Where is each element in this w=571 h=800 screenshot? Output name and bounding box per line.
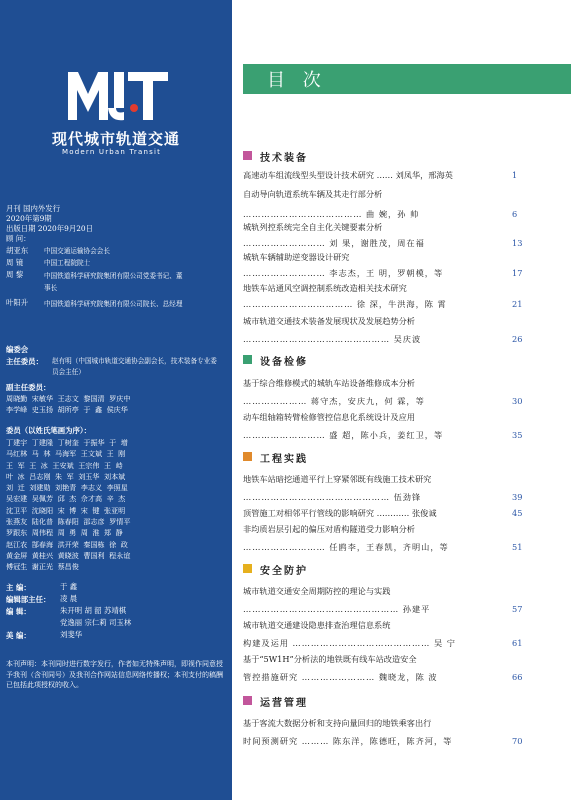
logo-chinese-name: 现代城市轨道交通	[52, 130, 181, 148]
toc-title: 目 次	[267, 70, 327, 91]
advisor-name: 胡亚东	[6, 246, 29, 255]
toc-entry[interactable]: 动车组轴箱转臂检修管控信息化系统设计及应用	[243, 412, 415, 422]
toc-page-number[interactable]: 26	[512, 334, 523, 344]
section-marker-icon	[243, 564, 252, 573]
toc-entry[interactable]: 基于客流大数据分析和支持向量回归的地铁乘客出行	[243, 718, 432, 728]
toc-entry-authors: 管控措施研究 …………………… 魏晓龙，陈 波	[243, 672, 438, 682]
advisor-title: 中国铁道科学研究院集团有限公司党委书记、董事长	[44, 272, 183, 292]
staff-names: 凌 晨	[60, 594, 78, 603]
toc-page-number[interactable]: 17	[512, 268, 523, 278]
staff-label: 美 编：	[6, 631, 31, 640]
toc-page-number[interactable]: 35	[512, 430, 523, 440]
section-title: 运营管理	[260, 698, 308, 709]
toc-entry-authors: ………………………………………… 吴庆波	[243, 334, 422, 344]
toc-entry[interactable]: 地铁车站暗挖通道平行上穿紧邻既有线施工技术研究	[243, 474, 432, 484]
toc-entry[interactable]: 顶管施工对相邻平行管线的影响研究 ………… 张俊诚	[243, 508, 437, 518]
toc-page-number[interactable]: 70	[512, 736, 523, 746]
staff-names: 刘斐华	[60, 630, 83, 639]
toc-entry[interactable]: 城轨列控系统完全自主化关键要素分析	[243, 222, 383, 232]
staff-names: 朱开明 胡 韶 苏靖棋	[60, 606, 127, 615]
advisor-name: 叶阳升	[6, 298, 29, 307]
toc-page-number[interactable]: 6	[512, 209, 518, 219]
toc-page-number[interactable]: 30	[512, 396, 523, 406]
section-marker-icon	[243, 696, 252, 705]
toc-entry-authors: ……………………… 盛 超，陈小兵，姜红卫，等	[243, 430, 444, 440]
sidebar	[0, 0, 232, 800]
toc-entry-authors: ……………………… 李志杰，王 明，罗朝模，等	[243, 268, 444, 278]
toc-entry-authors: ……………………………… 徐 深，牛洪海，陈 霄	[243, 299, 447, 309]
toc-entry-authors: ………………………………………… 伍劲锋	[243, 492, 422, 502]
issue-frequency: 月刊 国内外发行	[6, 204, 61, 213]
toc-page-number[interactable]: 39	[512, 492, 523, 502]
advisor-title: 中国铁道科学研究院集团有限公司院长、总经理	[44, 300, 183, 308]
toc-page-number[interactable]: 57	[512, 604, 523, 614]
toc-entry[interactable]: 城轨车辆辅助逆变器设计研究	[243, 252, 350, 262]
toc-entry-authors: 构建及运用 ……………………………………… 吴 宁	[243, 638, 456, 648]
section-title: 安全防护	[260, 566, 308, 577]
members-names: 丁建宇 丁建隆 丁树奎 于振华 于 增 马红林 马 林 马海军 王文斌 王 刚 王 军 王 冰 王安斌 王宗伟 王 峙 叶 冰 吕志刚 朱 军 刘玉华 刘本斌 刘 迁 刘建勋 刘艳青 李志义 李照星 吴宏建 吴佩芳 邱 杰 佘才高 辛 杰 沈卫平 沈晓阳 宋 博 宋 键 张亚明 张燕友 陆化普 陈春阳 邵志彦 罗情平 罗跟东 周伟程 周 勇 周 淮 郑 静 赵江农 郜春海 洪开荣 秦国栋 徐 政 黄金屏 黄桂兴 黄晓波 曹国利 程永谊 傅冠生 谢正光 蔡昌俊	[6, 438, 131, 572]
advisors-label: 顾 问：	[6, 234, 31, 243]
advisor-name: 周 黎	[6, 270, 24, 279]
section-marker-icon	[243, 151, 252, 160]
toc-entry[interactable]: 地铁车站通风空调控制系统改造相关技术研究	[243, 283, 407, 293]
staff-label: 主 编：	[6, 583, 31, 592]
section-title: 技术装备	[260, 153, 308, 164]
toc-entry[interactable]: 基于综合维修模式的城轨车站设备维修成本分析	[243, 378, 415, 388]
advisor-name: 周 镜	[6, 258, 24, 267]
section-marker-icon	[243, 355, 252, 364]
publish-date: 出版日期 2020年9月20日	[6, 224, 93, 233]
toc-entry-authors: ………………………………… 曲 婉，孙 帅	[243, 209, 420, 219]
toc-page-number[interactable]: 45	[512, 508, 523, 518]
toc-page-number[interactable]: 1	[512, 170, 518, 180]
toc-entry[interactable]: 非均质岩层引起的偏压对盾构隧道受力影响分析	[243, 524, 415, 534]
logo-english-name: Modern Urban Transit	[62, 148, 162, 156]
section-marker-icon	[243, 452, 252, 461]
advisor-title: 中国交通运输协会会长	[44, 247, 110, 255]
issue-number: 2020年第9期	[6, 214, 52, 223]
staff-label: 编 辑：	[6, 607, 31, 616]
advisor-title: 中国工程院院士	[44, 259, 91, 267]
toc-entry[interactable]: 城市轨道交通建设隐患排查治理信息系统	[243, 620, 391, 630]
toc-page-number[interactable]: 66	[512, 672, 523, 682]
toc-entry[interactable]: 基于“5W1H”分析法的地铁既有线车站改造安全	[243, 654, 417, 664]
toc-page-number[interactable]: 51	[512, 542, 523, 552]
staff-names: 于 鑫	[60, 582, 78, 591]
vice-director-names: 周晓勤 宋敏华 王志文 黎国清 罗庆中 李学峰 史玉扬 胡所亭 于 鑫 侯庆华	[6, 394, 131, 415]
toc-entry-authors: 时间预测研究 ……… 陈东洋，陈德旺，陈齐河，等	[243, 736, 453, 746]
director-label: 主任委员：	[6, 357, 43, 366]
toc-entry-authors: …………………………………………… 孙建平	[243, 604, 431, 614]
section-title: 设备检修	[260, 357, 308, 368]
vice-director-label: 副主任委员：	[6, 383, 51, 392]
toc-entry[interactable]: 高速动车组流线型头型设计技术研究 …… 刘凤华，邢海英	[243, 170, 453, 180]
magazine-logo	[62, 62, 172, 122]
toc-page-number[interactable]: 13	[512, 238, 523, 248]
toc-entry[interactable]: 自动导向轨道系统车辆及其走行部分析	[243, 189, 383, 199]
toc-entry-authors: ……………………… 任鸥李，王春凯，齐明山，等	[243, 542, 449, 552]
editorial-board-label: 编委会	[6, 345, 29, 354]
copyright-notice: 本刊声明：本刊同时进行数字发行，作者如无特殊声明，即视作同意授予我刊（含刊同号）及我刊合作网站信息网络传播权；本刊支付的稿酬已包括此项授权的收入。	[6, 660, 223, 689]
members-label: 委员（以姓氏笔画为序）：	[6, 426, 91, 435]
director-text: 赵有明（中国城市轨道交通协会副会长，技术装备专业委员会主任）	[52, 357, 217, 376]
toc-entry[interactable]: 城市轨道交通安全周期防控的理论与实践	[243, 586, 391, 596]
toc-page-number[interactable]: 61	[512, 638, 523, 648]
toc-entry[interactable]: 城市轨道交通技术装备发展现状及发展趋势分析	[243, 316, 415, 326]
section-title: 工程实践	[260, 454, 308, 465]
toc-entry-authors: ………………… 蒋守杰，安庆九，何 霖，等	[243, 396, 425, 406]
toc-page-number[interactable]: 21	[512, 299, 523, 309]
staff-label: 编辑部主任：	[6, 595, 51, 604]
staff-names: 党逸丽 宗仁莉 司玉林	[60, 618, 132, 627]
toc-entry-authors: ……………………… 刘 果，谢胜茂，周在福	[243, 238, 425, 248]
